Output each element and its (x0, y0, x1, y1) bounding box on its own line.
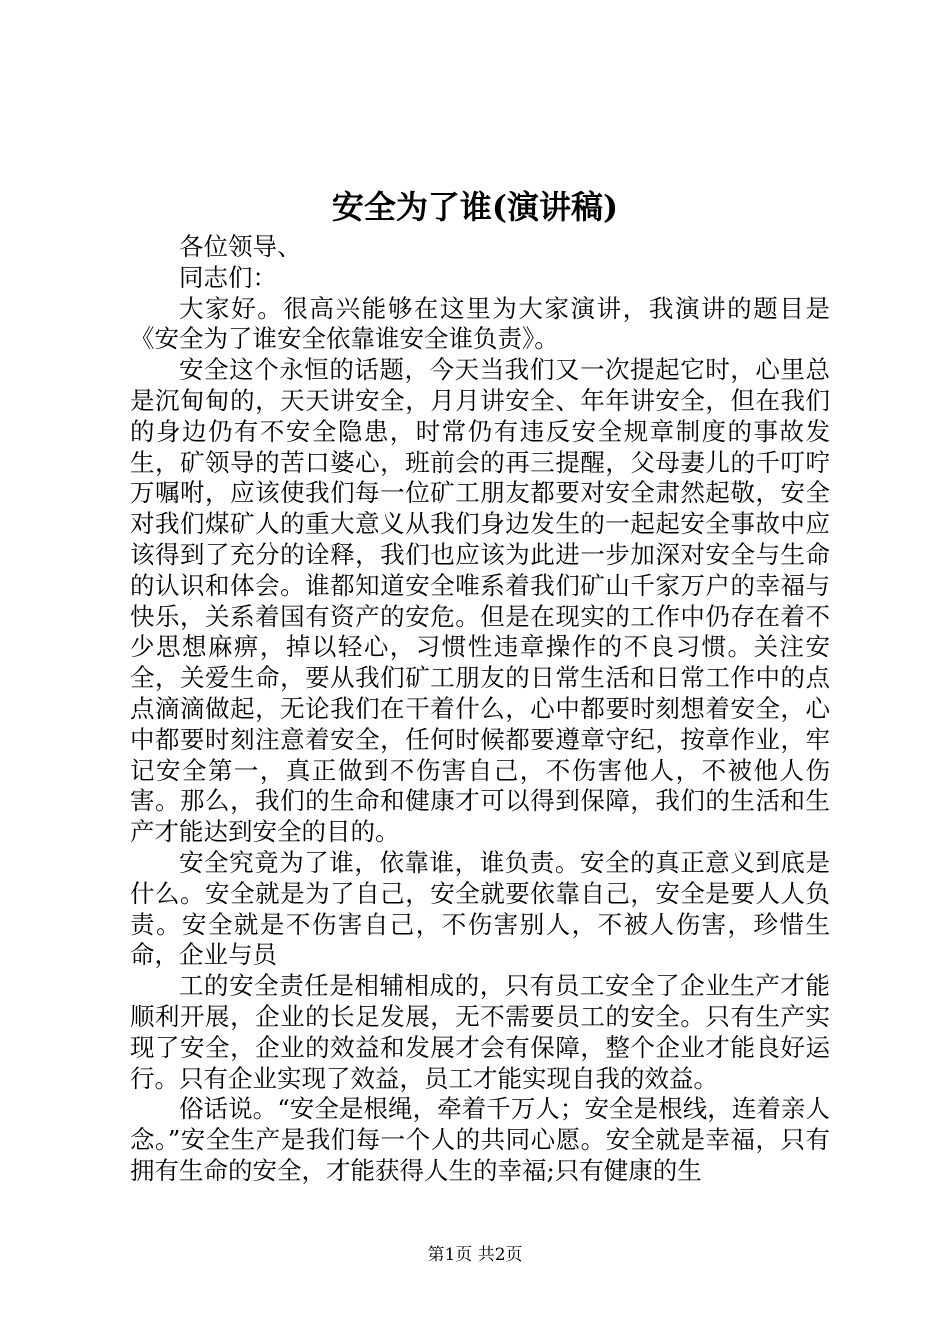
body-paragraph: 工的安全责任是相辅相成的，只有员工安全了企业生产才能顺利开展，企业的长足发展，无不需要员工的安全。只有生产实现了安全，企业的效益和发展才会有保障，整个企业才能良好运行。只有企业实现了效益，员工才能实现自我的效益。 (130, 971, 830, 1093)
salutation-line: 同志们： (179, 262, 277, 292)
document-title: 安全为了谁(演讲稿) (331, 188, 619, 226)
body-paragraph: 安全究竟为了谁，依靠谁，谁负责。安全的真正意义到底是什么。安全就是为了自己，安全就要依靠自己，安全是要人人负责。安全就是不伤害自己，不伤害别人，不被人伤害，珍惜生命，企业与员 (130, 847, 830, 970)
body-paragraph: 安全这个永恒的话题，今天当我们又一次提起它时，心里总是沉甸甸的，天天讲安全，月月讲安全、年年讲安全，但在我们的身边仍有不安全隐患，时常仍有违反安全规章制度的事故发生，矿领导的苦口婆心，班前会的再三提醒，父母妻儿的千叮咛万嘱咐，应该使我们每一位矿工朋友都要对安全肃然起敬，安全对我们煤矿人的重大意义从我们身边发生的一起起安全事故中应该得到了充分的诠释，我们也应该为此进一步加深对安全与生命的认识和体会。谁都知道安全唯系着我们矿山千家万户的幸福与快乐，关系着国有资产的安危。但是在现实的工作中仍存在着不少思想麻痹，掉以轻心，习惯性违章操作的不良习惯。关注安全，关爱生命，要从我们矿工朋友的日常生活和日常工作中的点点滴滴做起，无论我们在干着什么，心中都要时刻想着安全，心中都要时刻注意着安全，任何时候都要遵章守纪，按章作业，牢记安全第一，真正做到不伤害自己，不伤害他人，不被他人伤害。那么，我们的生命和健康才可以得到保障，我们的生活和生产才能达到安全的目的。 (130, 355, 830, 847)
salutation-line: 各位领导、 (179, 232, 302, 261)
body-paragraph: 大家好。很高兴能够在这里为大家演讲，我演讲的题目是《安全为了谁安全依靠谁安全谁负责》。 (130, 293, 830, 354)
document-body (130, 232, 830, 1187)
body-paragraph: 俗话说。“安全是根绳，牵着千万人；安全是根线，连着亲人念。”安全生产是我们每一个人的共同心愿。安全就是幸福，只有拥有生命的安全，才能获得人生的幸福;只有健康的生 (130, 1094, 830, 1185)
page-number-footer: 第1页 共2页 (427, 1245, 523, 1265)
